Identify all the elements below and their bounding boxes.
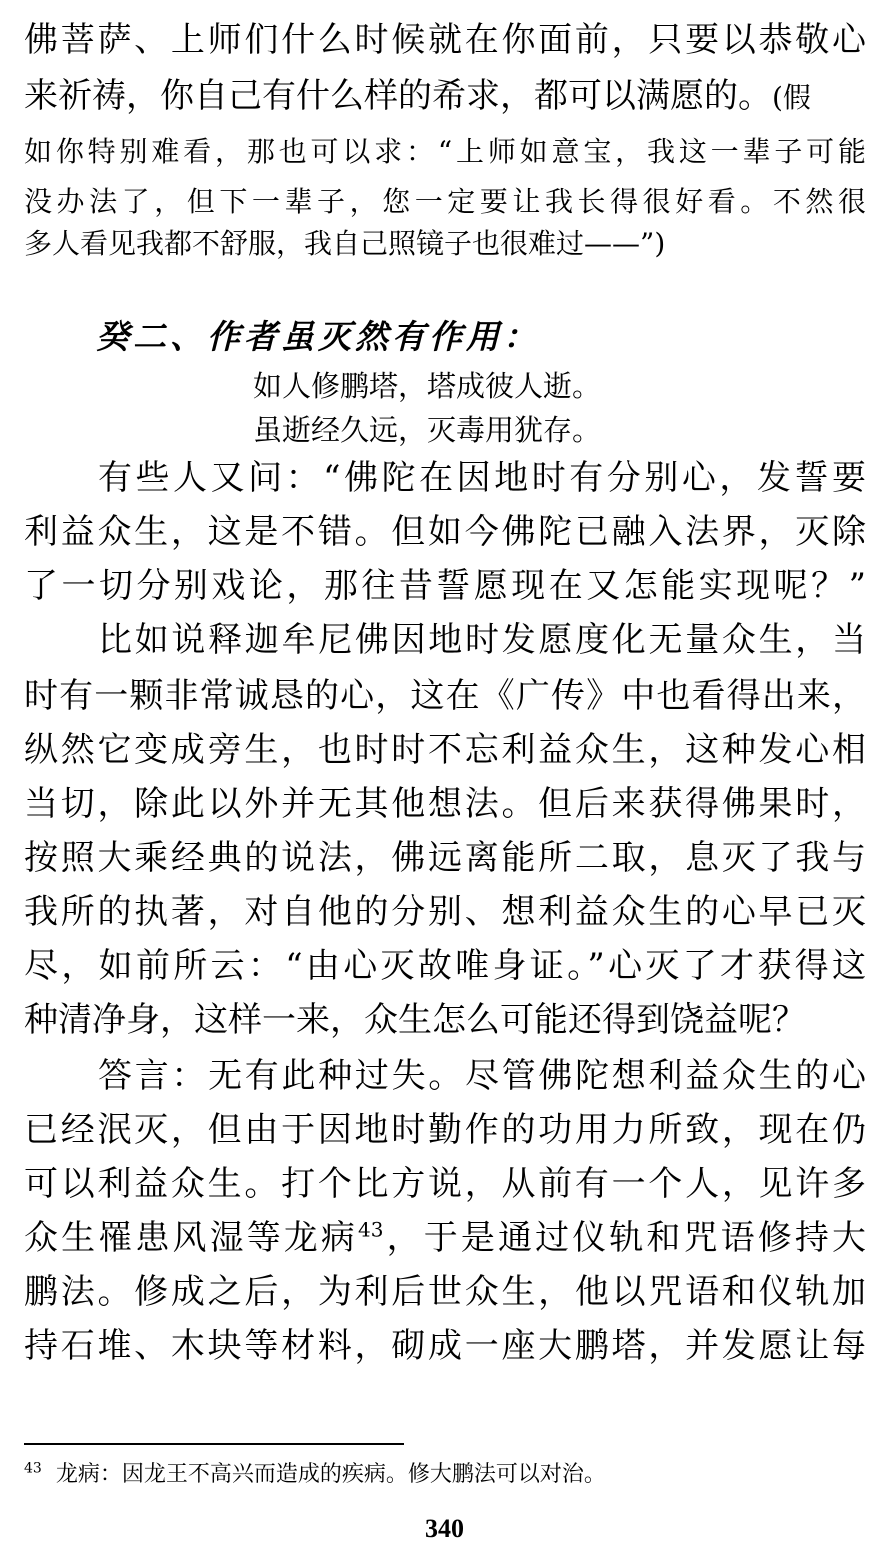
body-line: 种清净身，这样一来，众生怎么可能还得到饶益呢？ xyxy=(24,1000,806,1040)
body-line: 没办法了，但下一辈子，您一定要让我长得很好看。不然很 xyxy=(24,185,866,218)
body-line-paren: (假 xyxy=(772,81,811,114)
footnote-divider xyxy=(24,1443,404,1445)
body-line: 多人看见我都不舒服，我自己照镜子也很难过——”) xyxy=(24,227,666,260)
footnote-number: 43 xyxy=(24,1460,42,1477)
body-line: 鹏法。修成之后，为利后世众生，他以咒语和仪轨加 xyxy=(24,1272,866,1312)
body-line: 时有一颗非常诚恳的心，这在《广传》中也看得出来， xyxy=(24,676,866,716)
body-line: 尽，如前所云：“由心灭故唯身证。”心灭了才获得这 xyxy=(24,946,866,986)
footnote-text: 龙病：因龙王不高兴而造成的疾病。修大鹏法可以对治。 xyxy=(55,1462,606,1487)
body-line: 了一切分别戏论，那往昔誓愿现在又怎能实现呢？” xyxy=(24,566,866,606)
body-line xyxy=(24,1218,866,1258)
body-line: 按照大乘经典的说法，佛远离能所二取，息灭了我与 xyxy=(24,838,866,878)
body-line: 已经泯灭，但由于因地时勤作的功用力所致，现在仍 xyxy=(24,1110,866,1150)
body-line: 比如说释迦牟尼佛因地时发愿度化无量众生，当 xyxy=(98,620,866,660)
body-line: 如你特别难看，那也可以求：“上师如意宝，我这一辈子可能 xyxy=(24,135,866,168)
footnote-ref[interactable]: 43 xyxy=(358,1217,384,1242)
body-line: 纵然它变成旁生，也时时不忘利益众生，这种发心相 xyxy=(24,730,866,770)
body-line: 我所的执著，对自他的分别、想利益众生的心早已灭 xyxy=(24,892,866,932)
body-line-text: 众生罹患风湿等龙病 xyxy=(24,1218,359,1258)
body-line: 利益众生，这是不错。但如今佛陀已融入法界，灭除 xyxy=(24,512,866,552)
body-line: 当切，除此以外并无其他想法。但后来获得佛果时， xyxy=(24,784,866,824)
body-line-text: ，于是通过仪轨和咒语修持大 xyxy=(383,1218,867,1258)
body-line-text: 来祈祷，你自己有什么样的希求，都可以满愿的。 xyxy=(24,76,772,116)
page-number: 340 xyxy=(425,1514,464,1543)
body-line: 有些人又问：“佛陀在因地时有分别心，发誓要 xyxy=(98,458,866,498)
verse-line: 虽逝经久远，灭毒用犹存。 xyxy=(253,413,602,447)
verse-line: 如人修鹏塔，塔成彼人逝。 xyxy=(253,369,602,403)
body-line: 可以利益众生。打个比方说，从前有一个人，见许多 xyxy=(24,1164,866,1204)
body-line: 持石堆、木块等材料，砌成一座大鹏塔，并发愿让每 xyxy=(24,1326,866,1366)
body-line: 答言：无有此种过失。尽管佛陀想利益众生的心 xyxy=(98,1056,866,1096)
section-heading: 癸二、作者虽灭然有作用： xyxy=(96,317,540,356)
footnote xyxy=(24,1460,606,1490)
body-line xyxy=(24,76,866,118)
body-line: 佛菩萨、上师们什么时候就在你面前，只要以恭敬心 xyxy=(24,20,866,60)
